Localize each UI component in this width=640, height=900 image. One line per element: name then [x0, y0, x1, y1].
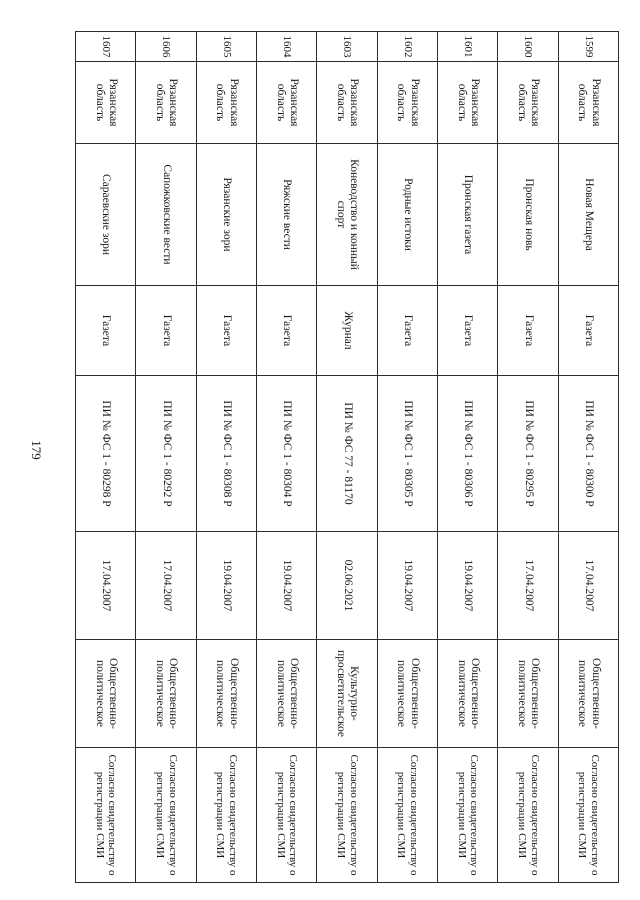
title-cell: Новая Мещера [558, 144, 618, 286]
row-number-cell: 1599 [558, 32, 618, 62]
title-cell: Родные истоки [377, 144, 437, 286]
title-cell: Рязанские зори [196, 144, 256, 286]
media-type-cell: Газета [558, 286, 618, 376]
region-cell: Рязанская область [498, 62, 558, 144]
registration-date-cell: 19.04.2007 [196, 532, 256, 640]
media-type-cell: Газета [196, 286, 256, 376]
title-cell: Сараевские зори [76, 144, 136, 286]
region-cell: Рязанская область [136, 62, 196, 144]
registration-date-cell: 19.04.2007 [438, 532, 498, 640]
basis-cell: Согласно свидетельству о регистрации СМИ [257, 748, 317, 883]
basis-cell: Согласно свидетельству о регистрации СМИ [558, 748, 618, 883]
registration-number-cell: ПИ № ФС 1 - 80300 Р [558, 376, 618, 532]
media-registry-table [75, 31, 619, 883]
specialization-cell: Общественно-политическое [377, 640, 437, 748]
row-number-cell: 1600 [498, 32, 558, 62]
registration-number-cell: ПИ № ФС 1 - 80308 Р [196, 376, 256, 532]
specialization-cell: Общественно-политическое [76, 640, 136, 748]
specialization-cell: Общественно-политическое [498, 640, 558, 748]
region-cell: Рязанская область [558, 62, 618, 144]
specialization-cell: Культурно-просветительское [317, 640, 377, 748]
media-type-cell: Журнал [317, 286, 377, 376]
registration-date-cell: 02.06.2021 [317, 532, 377, 640]
registration-number-cell: ПИ № ФС 77 - 81170 [317, 376, 377, 532]
media-type-cell: Газета [377, 286, 437, 376]
registration-number-cell: ПИ № ФС 1 - 80298 Р [76, 376, 136, 532]
region-cell: Рязанская область [438, 62, 498, 144]
specialization-cell: Общественно-политическое [438, 640, 498, 748]
specialization-cell: Общественно-политическое [257, 640, 317, 748]
registration-number-cell: ПИ № ФС 1 - 80292 Р [136, 376, 196, 532]
registration-number-cell: ПИ № ФС 1 - 80305 Р [377, 376, 437, 532]
registration-date-cell: 19.04.2007 [257, 532, 317, 640]
media-type-cell: Газета [438, 286, 498, 376]
registration-number-cell: ПИ № ФС 1 - 80295 Р [498, 376, 558, 532]
region-cell: Рязанская область [196, 62, 256, 144]
registration-date-cell: 17.04.2007 [136, 532, 196, 640]
basis-cell: Согласно свидетельству о регистрации СМИ [438, 748, 498, 883]
registration-date-cell: 17.04.2007 [76, 532, 136, 640]
title-cell: Сапожковские вести [136, 144, 196, 286]
table-row [76, 32, 136, 883]
table-row [196, 32, 256, 883]
media-type-cell: Газета [498, 286, 558, 376]
table-row [377, 32, 437, 883]
table-row [317, 32, 377, 883]
basis-cell: Согласно свидетельству о регистрации СМИ [136, 748, 196, 883]
title-cell: Ряжские вести [257, 144, 317, 286]
table-row [498, 32, 558, 883]
basis-cell: Согласно свидетельству о регистрации СМИ [196, 748, 256, 883]
media-type-cell: Газета [136, 286, 196, 376]
media-type-cell: Газета [257, 286, 317, 376]
table-row [136, 32, 196, 883]
registration-date-cell: 19.04.2007 [377, 532, 437, 640]
title-cell: Пронская новь [498, 144, 558, 286]
registration-number-cell: ПИ № ФС 1 - 80306 Р [438, 376, 498, 532]
row-number-cell: 1604 [257, 32, 317, 62]
media-type-cell: Газета [76, 286, 136, 376]
rotated-table-container [75, 31, 619, 882]
specialization-cell: Общественно-политическое [558, 640, 618, 748]
table-row [558, 32, 618, 883]
registration-date-cell: 17.04.2007 [558, 532, 618, 640]
region-cell: Рязанская область [257, 62, 317, 144]
specialization-cell: Общественно-политическое [196, 640, 256, 748]
row-number-cell: 1606 [136, 32, 196, 62]
basis-cell: Согласно свидетельству о регистрации СМИ [377, 748, 437, 883]
row-number-cell: 1601 [438, 32, 498, 62]
registration-number-cell: ПИ № ФС 1 - 80304 Р [257, 376, 317, 532]
title-cell: Пронская газета [438, 144, 498, 286]
basis-cell: Согласно свидетельству о регистрации СМИ [76, 748, 136, 883]
page-number: 179 [29, 440, 44, 460]
registration-date-cell: 17.04.2007 [498, 532, 558, 640]
specialization-cell: Общественно-политическое [136, 640, 196, 748]
row-number-cell: 1607 [76, 32, 136, 62]
row-number-cell: 1602 [377, 32, 437, 62]
row-number-cell: 1603 [317, 32, 377, 62]
row-number-cell: 1605 [196, 32, 256, 62]
table-row [257, 32, 317, 883]
basis-cell: Согласно свидетельству о регистрации СМИ [498, 748, 558, 883]
basis-cell: Согласно свидетельству о регистрации СМИ [317, 748, 377, 883]
title-cell: Коневодство и конный спорт [317, 144, 377, 286]
region-cell: Рязанская область [317, 62, 377, 144]
region-cell: Рязанская область [76, 62, 136, 144]
table-row [438, 32, 498, 883]
region-cell: Рязанская область [377, 62, 437, 144]
